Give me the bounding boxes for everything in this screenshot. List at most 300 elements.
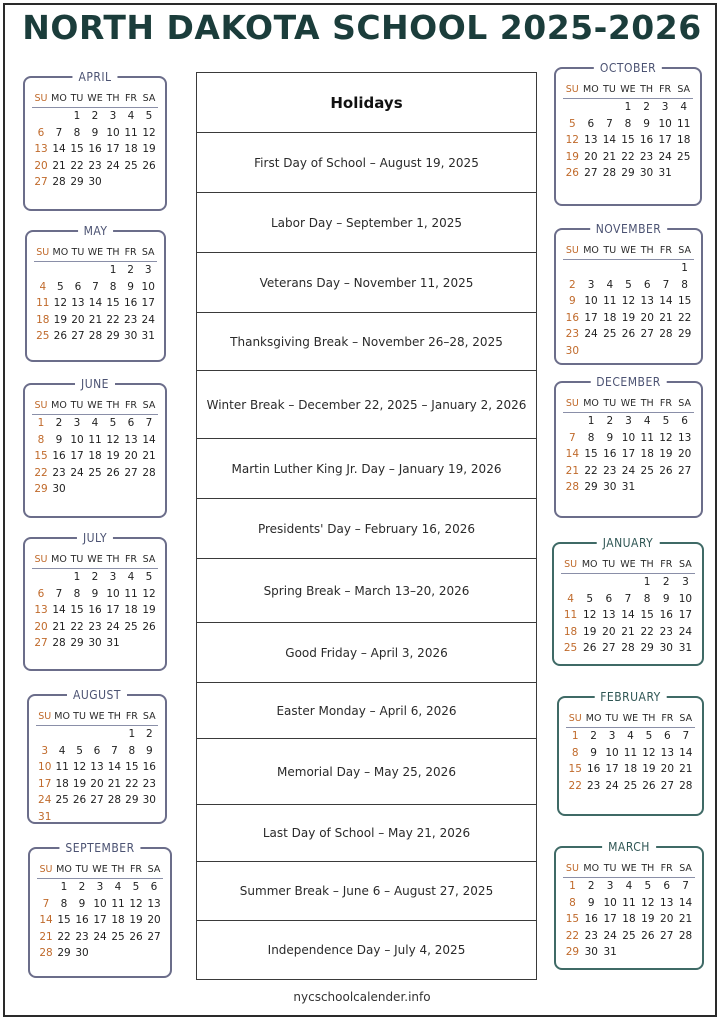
day-cell: 15: [640, 609, 654, 621]
day-cell: 12: [565, 134, 579, 146]
day-cell: 8: [681, 278, 688, 291]
holiday-row: Memorial Day – May 25, 2026: [197, 739, 536, 805]
day-cell: 10: [106, 126, 120, 139]
month-grid: [563, 82, 693, 182]
day-cell: 24: [678, 625, 693, 638]
day-cell: 10: [38, 761, 52, 773]
day-cell: 13: [602, 609, 616, 621]
weekday-header: MO: [582, 396, 601, 413]
day-cell: 21: [52, 159, 66, 172]
day-cell: 14: [142, 433, 156, 446]
holiday-row: Spring Break – March 13–20, 2026: [197, 559, 536, 623]
day-cell: 3: [606, 880, 614, 892]
day-cell: 4: [643, 415, 651, 427]
weekday-header: FR: [657, 861, 676, 878]
day-cell: 25: [124, 159, 138, 172]
day-cell: 22: [568, 779, 582, 792]
weekday-header: FR: [656, 82, 675, 99]
holiday-row: Good Friday – April 3, 2026: [197, 623, 536, 683]
day-cell: 23: [123, 313, 138, 326]
weekday-header: TU: [600, 82, 619, 99]
month-grid: [563, 243, 694, 359]
day-cell: 6: [74, 280, 82, 293]
weekday-header: TU: [601, 861, 620, 878]
weekday-header: WE: [86, 552, 104, 569]
empty-day-cell: [618, 574, 637, 591]
day-cell: 24: [106, 159, 120, 172]
day-cell: 21: [88, 313, 103, 326]
empty-day-cell: [580, 574, 599, 591]
weekday-header: FR: [657, 396, 676, 413]
day-cell: 15: [568, 763, 582, 775]
day-cell: 8: [73, 126, 81, 139]
calendar-june: [23, 377, 167, 518]
day-cell: 28: [107, 794, 122, 806]
month-grid: [32, 91, 158, 191]
day-cell: 13: [660, 896, 674, 909]
day-cell: 11: [622, 896, 636, 909]
day-cell: 3: [625, 415, 632, 427]
day-cell: 14: [678, 896, 693, 909]
day-cell: 18: [640, 448, 654, 460]
empty-day-cell: [32, 569, 50, 586]
empty-day-cell: [582, 99, 601, 116]
day-cell: 11: [603, 295, 617, 307]
weekday-header: TH: [106, 709, 123, 726]
weekday-header: SU: [36, 709, 53, 726]
day-cell: 2: [127, 264, 134, 276]
empty-day-cell: [34, 262, 52, 279]
day-cell: 26: [142, 620, 156, 633]
weekday-header: WE: [619, 243, 638, 260]
day-cell: 13: [90, 761, 104, 773]
day-cell: 9: [643, 117, 650, 130]
weekday-header: WE: [621, 711, 639, 728]
day-cell: 2: [590, 730, 597, 742]
month-name: JULY: [77, 530, 113, 546]
weekday-header: TH: [638, 396, 657, 413]
day-cell: 11: [36, 297, 50, 309]
day-cell: 16: [603, 448, 617, 460]
day-cell: 14: [679, 746, 693, 759]
day-cell: 26: [106, 466, 120, 479]
day-cell: 15: [584, 448, 598, 460]
empty-day-cell: [69, 262, 87, 279]
day-cell: 5: [132, 881, 140, 893]
day-cell: 20: [90, 777, 104, 790]
holiday-row: Summer Break – June 6 – August 27, 2025: [197, 862, 536, 921]
day-cell: 7: [624, 592, 632, 605]
empty-day-cell: [582, 260, 601, 277]
day-cell: 25: [563, 642, 578, 654]
day-cell: 13: [34, 604, 48, 616]
day-cell: 13: [34, 143, 48, 155]
day-cell: 28: [659, 328, 673, 340]
day-cell: 27: [124, 466, 138, 479]
weekday-header: WE: [87, 245, 105, 262]
holiday-row: Martin Luther King Jr. Day – January 19, 2026: [197, 439, 536, 499]
day-cell: 14: [39, 914, 53, 926]
day-cell: 27: [71, 330, 85, 342]
day-cell: 26: [621, 328, 636, 340]
weekday-header: WE: [86, 398, 104, 415]
day-cell: 3: [96, 881, 104, 893]
day-cell: 17: [621, 448, 636, 460]
day-cell: 26: [129, 930, 143, 943]
day-cell: 14: [602, 134, 617, 146]
day-cell: 26: [142, 159, 156, 172]
day-cell: 28: [602, 167, 617, 179]
day-cell: 25: [36, 330, 50, 342]
day-cell: 8: [624, 117, 632, 130]
day-cell: 17: [605, 763, 619, 775]
day-cell: 2: [78, 881, 86, 893]
day-cell: 1: [60, 881, 68, 893]
day-cell: 17: [93, 914, 107, 926]
day-cell: 14: [659, 295, 673, 307]
day-cell: 20: [677, 448, 692, 460]
weekday-header: SU: [34, 245, 52, 262]
day-cell: 24: [584, 328, 598, 340]
day-cell: 21: [565, 464, 580, 477]
day-cell: 20: [34, 620, 48, 633]
day-cell: 28: [39, 947, 53, 959]
day-cell: 29: [125, 794, 139, 806]
day-cell: 10: [678, 592, 693, 605]
weekday-header: SA: [674, 82, 693, 99]
weekday-header: SA: [677, 711, 695, 728]
calendar-august: [27, 688, 167, 824]
day-cell: 5: [109, 417, 117, 429]
month-name: FEBRUARY: [594, 689, 667, 705]
day-cell: 20: [660, 913, 674, 925]
holiday-row: Winter Break – December 22, 2025 – January 2, 2026: [197, 371, 536, 439]
day-cell: 27: [90, 794, 104, 806]
day-cell: 4: [625, 880, 633, 892]
day-cell: 26: [565, 167, 579, 179]
month-name: APRIL: [72, 69, 117, 85]
holiday-row: Labor Day – September 1, 2025: [197, 193, 536, 253]
day-cell: 9: [590, 746, 597, 759]
day-cell: 27: [677, 464, 692, 477]
day-cell: 11: [88, 433, 102, 446]
day-cell: 31: [603, 946, 617, 958]
day-cell: 21: [621, 625, 635, 638]
month-name: OCTOBER: [594, 60, 662, 76]
day-cell: 22: [565, 929, 580, 942]
day-cell: 27: [640, 328, 654, 340]
weekday-header: FR: [122, 245, 140, 262]
day-cell: 25: [677, 150, 691, 163]
day-cell: 25: [55, 794, 69, 806]
weekday-header: TU: [71, 709, 88, 726]
day-cell: 13: [677, 431, 692, 444]
weekday-header: TH: [104, 245, 122, 262]
day-cell: 8: [128, 744, 136, 757]
day-cell: 9: [55, 433, 63, 446]
day-cell: 22: [584, 464, 598, 477]
footer-source: nycschoolcalender.info: [293, 990, 431, 1004]
weekday-header: MO: [53, 709, 70, 726]
day-cell: 19: [565, 150, 579, 163]
weekday-header: MO: [584, 711, 602, 728]
day-cell: 1: [643, 576, 651, 588]
empty-day-cell: [52, 262, 70, 279]
day-cell: 9: [145, 744, 153, 757]
day-cell: 3: [661, 101, 669, 113]
weekday-header: WE: [619, 82, 638, 99]
weekday-header: TU: [600, 396, 619, 413]
day-cell: 21: [39, 930, 53, 943]
calendar-february: [557, 690, 704, 816]
month-name: JANUARY: [597, 535, 660, 551]
weekday-header: SU: [32, 91, 50, 108]
month-grid: [34, 245, 157, 345]
day-cell: 2: [55, 417, 63, 429]
day-cell: 3: [144, 264, 152, 276]
empty-day-cell: [563, 413, 582, 430]
empty-day-cell: [563, 260, 582, 277]
day-cell: 18: [677, 134, 691, 146]
day-cell: 15: [565, 913, 580, 925]
day-cell: 1: [681, 262, 688, 274]
month-grid: [563, 861, 695, 961]
day-cell: 5: [76, 744, 83, 757]
day-cell: 10: [93, 897, 107, 910]
day-cell: 22: [70, 159, 84, 172]
day-cell: 19: [641, 913, 655, 925]
day-cell: 4: [39, 280, 47, 293]
day-cell: 5: [145, 571, 153, 583]
day-cell: 7: [606, 117, 613, 130]
weekday-header: SA: [140, 552, 158, 569]
empty-day-cell: [619, 260, 638, 277]
day-cell: 19: [659, 448, 673, 460]
day-cell: 7: [145, 417, 153, 429]
holiday-row: Thanksgiving Break – November 26–28, 2025: [197, 313, 536, 371]
day-cell: 28: [621, 642, 635, 654]
calendar-july: [23, 531, 167, 671]
day-cell: 21: [602, 150, 617, 163]
month-name: JUNE: [75, 376, 115, 392]
day-cell: 28: [678, 929, 693, 942]
weekday-header: TU: [599, 557, 618, 574]
weekday-header: SU: [563, 243, 582, 260]
day-cell: 1: [73, 110, 81, 122]
day-cell: 28: [52, 176, 66, 188]
day-cell: 29: [640, 642, 654, 654]
holidays-header: Holidays: [197, 73, 536, 133]
empty-day-cell: [71, 726, 88, 743]
empty-day-cell: [106, 726, 123, 743]
day-cell: 1: [128, 728, 136, 740]
weekday-header: MO: [50, 91, 68, 108]
weekday-header: FR: [657, 557, 676, 574]
day-cell: 6: [643, 278, 651, 291]
weekday-header: TH: [104, 398, 122, 415]
day-cell: 13: [147, 897, 161, 910]
day-cell: 14: [88, 297, 103, 309]
day-cell: 19: [142, 143, 156, 155]
weekday-header: SA: [675, 396, 694, 413]
day-cell: 25: [623, 779, 638, 792]
day-cell: 22: [621, 150, 635, 163]
weekday-header: MO: [582, 82, 601, 99]
day-cell: 13: [584, 134, 598, 146]
day-cell: 17: [38, 777, 52, 790]
weekday-header: MO: [52, 245, 70, 262]
weekday-header: TU: [68, 91, 86, 108]
day-cell: 9: [569, 295, 576, 307]
day-cell: 18: [36, 313, 50, 326]
day-cell: 7: [662, 278, 670, 291]
holidays-table: [196, 72, 537, 980]
day-cell: 18: [622, 913, 636, 925]
day-cell: 23: [88, 620, 102, 633]
day-cell: 14: [621, 609, 635, 621]
day-cell: 2: [643, 101, 650, 113]
day-cell: 5: [586, 592, 594, 605]
weekday-header: MO: [50, 552, 68, 569]
day-cell: 5: [145, 110, 153, 122]
day-cell: 10: [603, 896, 617, 909]
weekday-header: TU: [600, 243, 619, 260]
empty-day-cell: [563, 99, 582, 116]
day-cell: 4: [91, 417, 99, 429]
day-cell: 6: [127, 417, 135, 429]
weekday-header: TU: [68, 552, 86, 569]
day-cell: 3: [608, 730, 616, 742]
weekday-header: TH: [638, 557, 657, 574]
day-cell: 16: [88, 143, 102, 155]
day-cell: 25: [603, 328, 617, 340]
day-cell: 12: [72, 761, 87, 773]
day-cell: 5: [625, 278, 632, 291]
day-cell: 27: [584, 167, 598, 179]
day-cell: 3: [41, 744, 49, 757]
day-cell: 6: [605, 592, 613, 605]
day-cell: 1: [109, 264, 117, 276]
empty-day-cell: [32, 108, 50, 125]
day-cell: 10: [658, 117, 672, 130]
month-grid: [36, 709, 158, 825]
day-cell: 23: [52, 466, 66, 479]
day-cell: 28: [142, 466, 156, 479]
day-cell: 29: [70, 176, 84, 188]
weekday-header: SA: [139, 245, 157, 262]
weekday-header: SU: [563, 82, 582, 99]
weekday-header: TU: [69, 245, 87, 262]
day-cell: 4: [606, 278, 614, 291]
empty-day-cell: [600, 99, 619, 116]
day-cell: 6: [664, 730, 671, 742]
day-cell: 15: [57, 914, 71, 926]
day-cell: 21: [659, 311, 673, 324]
day-cell: 23: [88, 159, 102, 172]
day-cell: 30: [659, 642, 673, 654]
day-cell: 7: [55, 126, 63, 139]
day-cell: 2: [662, 576, 670, 588]
day-cell: 15: [106, 297, 120, 309]
page-title: NORTH DAKOTA SCHOOL 2025-2026: [22, 8, 702, 47]
holiday-row: Veterans Day – November 11, 2025: [197, 253, 536, 313]
day-cell: 8: [60, 897, 68, 910]
weekday-header: SA: [141, 709, 158, 726]
month-grid: [561, 557, 695, 657]
day-cell: 4: [127, 110, 135, 122]
day-cell: 2: [91, 571, 99, 583]
weekday-header: MO: [55, 862, 73, 879]
day-cell: 12: [642, 746, 656, 759]
day-cell: 30: [123, 330, 138, 342]
month-grid: [563, 396, 694, 496]
day-cell: 28: [565, 481, 580, 493]
day-cell: 30: [639, 167, 654, 179]
month-name: MARCH: [602, 839, 656, 855]
weekday-header: MO: [50, 398, 68, 415]
day-cell: 19: [53, 313, 68, 326]
day-cell: 29: [621, 167, 635, 179]
day-cell: 16: [123, 297, 138, 309]
weekday-header: SA: [140, 398, 158, 415]
day-cell: 18: [124, 604, 138, 616]
day-cell: 23: [584, 929, 598, 942]
day-cell: 27: [660, 929, 674, 942]
weekday-header: FR: [122, 552, 140, 569]
day-cell: 31: [38, 810, 52, 823]
day-cell: 27: [34, 637, 48, 649]
day-cell: 24: [38, 794, 52, 806]
day-cell: 23: [142, 777, 156, 790]
day-cell: 8: [569, 896, 576, 909]
weekday-header: TH: [104, 91, 122, 108]
month-name: SEPTEMBER: [59, 840, 140, 856]
day-cell: 18: [124, 143, 138, 155]
day-cell: 7: [111, 744, 118, 757]
day-cell: 8: [109, 280, 117, 293]
weekday-header: TH: [637, 82, 656, 99]
day-cell: 11: [124, 126, 138, 139]
day-cell: 13: [660, 746, 675, 759]
day-cell: 19: [621, 311, 636, 324]
day-cell: 8: [643, 592, 651, 605]
day-cell: 27: [660, 779, 675, 792]
day-cell: 8: [587, 431, 595, 444]
day-cell: 23: [639, 150, 654, 163]
day-cell: 21: [142, 450, 156, 462]
day-cell: 15: [125, 761, 139, 773]
day-cell: 27: [34, 176, 48, 188]
weekday-header: SU: [561, 557, 580, 574]
day-cell: 15: [70, 604, 84, 616]
day-cell: 30: [142, 794, 156, 806]
weekday-header: SU: [32, 552, 50, 569]
day-cell: 14: [52, 143, 66, 155]
day-cell: 16: [142, 761, 156, 773]
day-cell: 1: [37, 417, 45, 429]
day-cell: 17: [658, 134, 672, 146]
day-cell: 22: [125, 777, 139, 790]
day-cell: 17: [584, 311, 598, 324]
month-grid: [32, 398, 158, 498]
day-cell: 28: [679, 779, 693, 792]
day-cell: 24: [70, 466, 84, 479]
empty-day-cell: [600, 260, 619, 277]
day-cell: 4: [58, 744, 66, 757]
weekday-header: TH: [638, 243, 657, 260]
empty-day-cell: [561, 574, 580, 591]
day-cell: 5: [57, 280, 64, 293]
